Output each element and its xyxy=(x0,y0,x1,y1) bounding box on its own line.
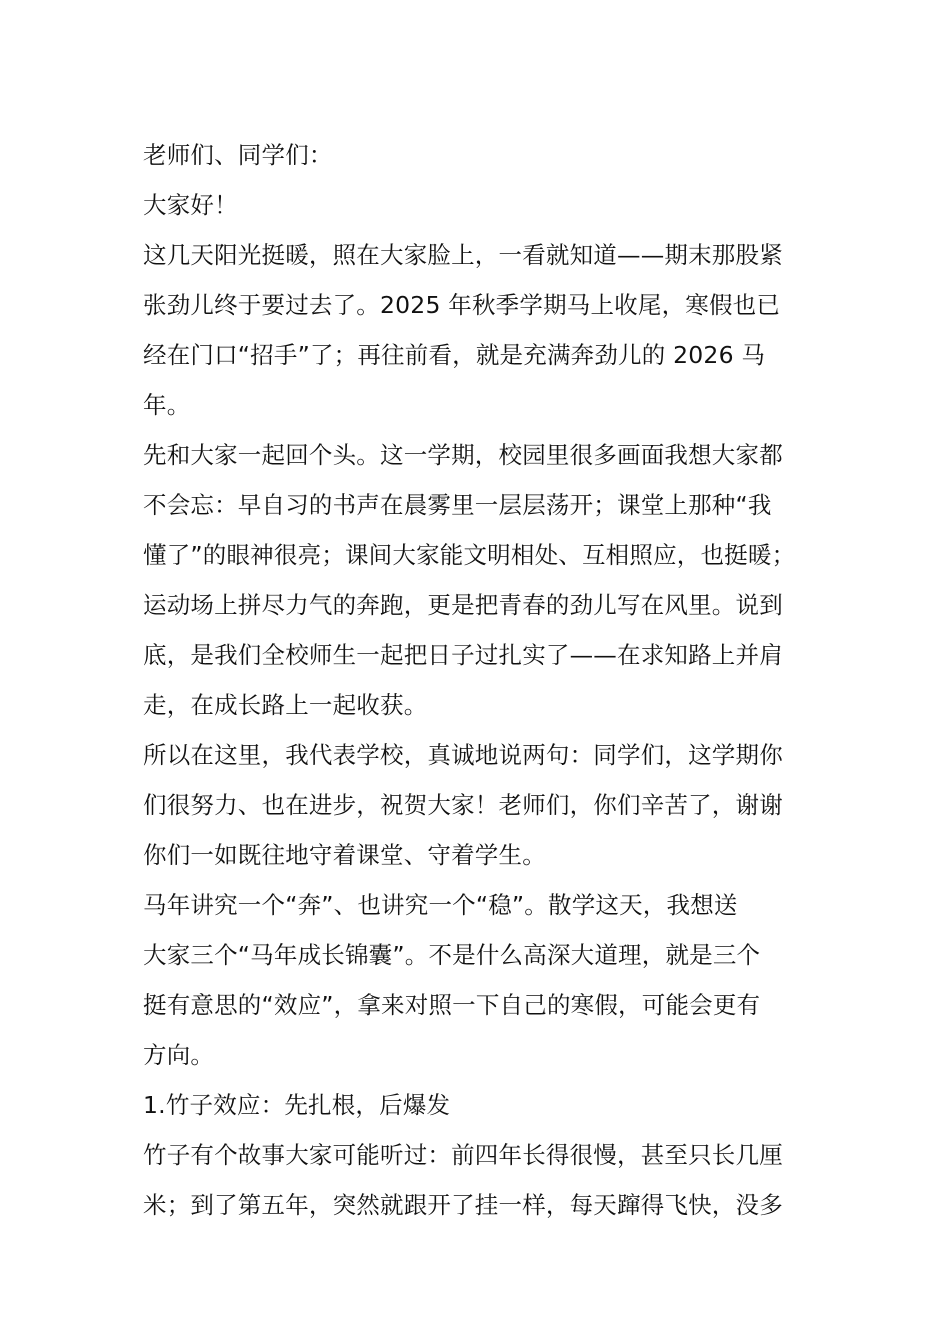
salutation-line: 老师们、同学们： xyxy=(143,141,333,169)
text-line: 运动场上拼尽力气的奔跑，更是把青春的劲儿写在风里。说到 xyxy=(143,591,783,619)
text-line: 你们一如既往地守着课堂、守着学生。 xyxy=(143,841,546,869)
text-line: 挺有意思的“效应”，拿来对照一下自己的寒假，可能会更有 xyxy=(143,991,761,1019)
section-heading: 1.竹子效应：先扎根，后爆发 xyxy=(143,1091,451,1119)
text-line: 年。 xyxy=(143,391,191,419)
text-line: 方向。 xyxy=(143,1041,215,1069)
text-line: 经在门口“招手”了；再往前看，就是充满奔劲儿的 2026 马 xyxy=(143,341,766,369)
text-line: 竹子有个故事大家可能听过：前四年长得很慢，甚至只长几厘 xyxy=(143,1141,783,1169)
document-body xyxy=(143,130,833,1230)
text-line: 先和大家一起回个头。这一学期，校园里很多画面我想大家都 xyxy=(143,441,783,469)
text-line: 米；到了第五年，突然就跟开了挂一样，每天蹿得飞快，没多 xyxy=(143,1191,783,1219)
text-line: 走，在成长路上一起收获。 xyxy=(143,691,428,719)
text-line: 这几天阳光挺暖，照在大家脸上，一看就知道——期末那股紧 xyxy=(143,241,783,269)
text-line: 马年讲究一个“奔”、也讲究一个“稳”。散学这天，我想送 xyxy=(143,891,738,919)
text-line: 不会忘：早自习的书声在晨雾里一层层荡开；课堂上那种“我 xyxy=(143,491,772,519)
text-line: 大家三个“马年成长锦囊”。不是什么高深大道理，就是三个 xyxy=(143,941,761,969)
greeting-line: 大家好！ xyxy=(143,191,238,219)
text-line: 底，是我们全校师生一起把日子过扎实了——在求知路上并肩 xyxy=(143,641,783,669)
text-line: 们很努力、也在进步，祝贺大家！老师们，你们辛苦了，谢谢 xyxy=(143,791,783,819)
text-line: 张劲儿终于要过去了。2025 年秋季学期马上收尾，寒假也已 xyxy=(143,291,781,319)
text-line: 所以在这里，我代表学校，真诚地说两句：同学们，这学期你 xyxy=(143,741,783,769)
text-line: 懂了”的眼神很亮；课间大家能文明相处、互相照应，也挺暖； xyxy=(143,541,796,569)
